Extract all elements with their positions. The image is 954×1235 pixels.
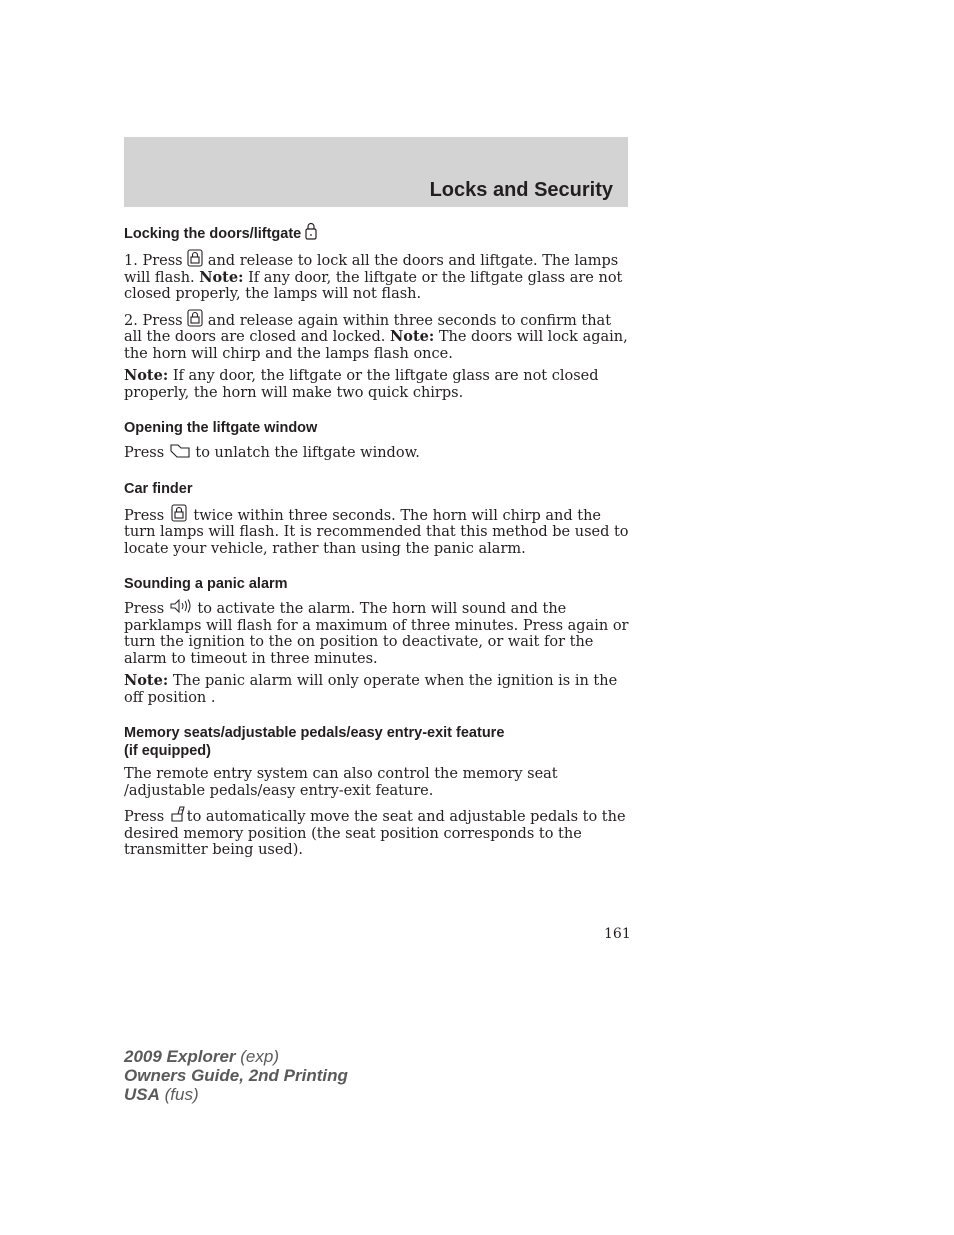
liftgate-window-text: Press to unlatch the liftgate window. bbox=[124, 445, 420, 461]
footer-line-1: 2009 Explorer (exp) bbox=[124, 1047, 279, 1066]
panic-icon bbox=[169, 599, 193, 615]
panic-alarm-text: Press to activate the alarm. The horn will sound and the parklamps will flash for a maximum of three minutes. Press again or turn the ignition to the on position to deactivate, or wait for the alarm to timeout in three minutes. bbox=[124, 601, 629, 667]
heading-memory-seats: Memory seats/adjustable pedals/easy entry-exit feature (if equipped) bbox=[124, 725, 505, 759]
heading-car-finder: Car finder bbox=[124, 480, 193, 497]
memory-text: Press to automatically move the seat and adjustable pedals to the desired memory position (the seat position corresponds to the transmitter being used). bbox=[124, 805, 630, 859]
document-footer bbox=[124, 1047, 348, 1104]
heading-locking: Locking the doors/liftgate bbox=[124, 222, 630, 243]
lock-icon bbox=[187, 249, 203, 267]
heading-panic-alarm: Sounding a panic alarm bbox=[124, 576, 288, 592]
locking-note: Note: If any door, the liftgate or the liftgate glass are not closed properly, the horn will make two quick chirps. bbox=[124, 367, 599, 401]
lock-icon bbox=[305, 222, 317, 240]
footer-line-2: Owners Guide, 2nd Printing bbox=[124, 1066, 348, 1085]
panic-note: Note: The panic alarm will only operate when the ignition is in the off position . bbox=[124, 672, 618, 706]
page-content bbox=[124, 222, 630, 865]
lock-icon bbox=[169, 504, 189, 522]
locking-step-2: 2. Press and release again within three seconds to confirm that all the doors are closed and locked. Note: The doors will lock again, the horn will chirp and the lamps flash once. bbox=[124, 309, 630, 363]
page-number: 161 bbox=[604, 926, 631, 942]
chapter-title: Locks and Security bbox=[429, 179, 613, 201]
memory-intro: The remote entry system can also control the memory seat /adjustable pedals/easy entry-exit feature. bbox=[124, 766, 558, 799]
seat-icon bbox=[169, 805, 187, 823]
heading-liftgate-window: Opening the liftgate window bbox=[124, 420, 318, 436]
chapter-header-band bbox=[124, 137, 628, 207]
liftgate-icon bbox=[169, 443, 191, 459]
footer-line-3: USA (fus) bbox=[124, 1085, 199, 1104]
lock-icon bbox=[187, 309, 203, 327]
car-finder-text: Press twice within three seconds. The horn will chirp and the turn lamps will flash. It is recommended that this method be used to locate your vehicle, rather than using the panic alarm. bbox=[124, 504, 630, 558]
locking-step-1: 1. Press and release to lock all the doors and liftgate. The lamps will flash. Note: If any door, the liftgate or the liftgate glass are not closed properly, the lamps will not flash. bbox=[124, 249, 630, 303]
